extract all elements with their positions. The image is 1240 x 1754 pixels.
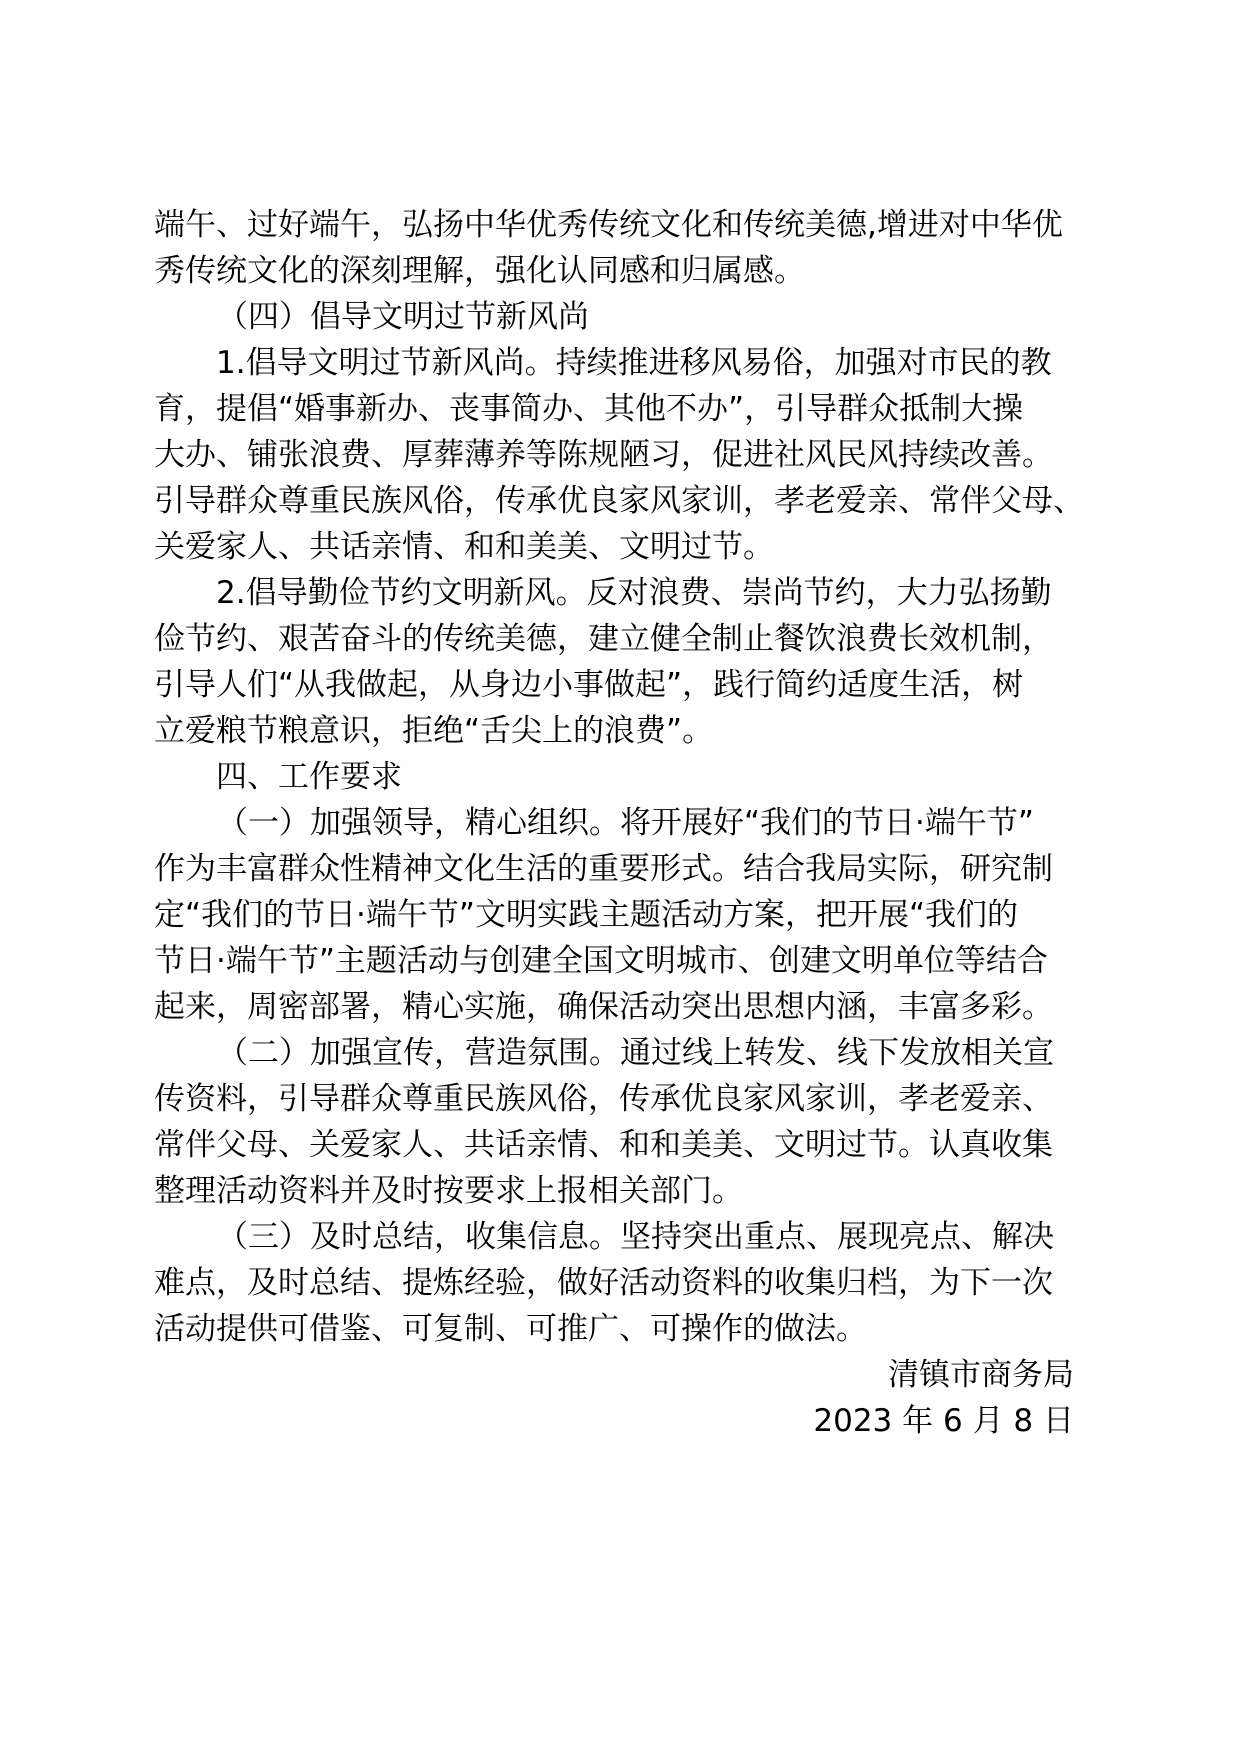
text-line: 育，提倡“婚事新办、丧事简办、其他不办”，引导群众抵制大操 <box>154 391 1024 427</box>
section-heading: 四、工作要求 <box>216 759 402 795</box>
text-line: 活动提供可借鉴、可复制、可推广、可操作的做法。 <box>154 1311 867 1347</box>
signature-date: 2023 年 6 月 8 日 <box>813 1403 1074 1439</box>
text-line: 难点，及时总结、提炼经验，做好活动资料的收集归档，为下一次 <box>154 1265 1053 1301</box>
text-line: （三）及时总结，收集信息。坚持突出重点、展现亮点、解决 <box>217 1219 1054 1255</box>
text-line: 关爱家人、共话亲情、和和美美、文明过节。 <box>154 529 774 565</box>
text-line: 立爱粮节粮意识，拒绝“舌尖上的浪费”。 <box>154 713 714 749</box>
text-line: 俭节约、艰苦奋斗的传统美德，建立健全制止餐饮浪费长效机制， <box>154 621 1053 657</box>
text-line: 整理活动资料并及时按要求上报相关部门。 <box>154 1173 743 1209</box>
text-line: 引导群众尊重民族风俗，传承优良家风家训，孝老爱亲、常伴父母、 <box>154 483 1084 519</box>
text-line: 端午、过好端午，弘扬中华优秀传统文化和传统美德,增进对中华优 <box>154 207 1063 243</box>
text-line: （二）加强宣传，营造氛围。通过线上转发、线下发放相关宣 <box>217 1035 1054 1071</box>
text-line: （一）加强领导，精心组织。将开展好“我们的节日·端午节” <box>217 805 1034 841</box>
text-line: 定“我们的节日·端午节”文明实践主题活动方案，把开展“我们的 <box>154 897 1019 933</box>
text-line: 常伴父母、关爱家人、共话亲情、和和美美、文明过节。认真收集 <box>154 1127 1053 1163</box>
section-heading: （四）倡导文明过节新风尚 <box>217 299 589 335</box>
text-line: 传资料，引导群众尊重民族风俗，传承优良家风家训，孝老爱亲、 <box>154 1081 1053 1117</box>
text-line: 引导人们“从我做起，从身边小事做起”，践行简约适度生活，树 <box>154 667 1024 703</box>
text-line: 起来，周密部署，精心实施，确保活动突出思想内涵，丰富多彩。 <box>154 989 1053 1025</box>
text-line: 秀传统文化的深刻理解，强化认同感和归属感。 <box>154 253 805 289</box>
text-line: 大办、铺张浪费、厚葬薄养等陈规陋习，促进社风民风持续改善。 <box>154 437 1053 473</box>
text-line: 作为丰富群众性精神文化生活的重要形式。结合我局实际，研究制 <box>154 851 1053 887</box>
signature-organization: 清镇市商务局 <box>888 1357 1074 1393</box>
text-line: 2.倡导勤俭节约文明新风。反对浪费、崇尚节约，大力弘扬勤 <box>216 575 1052 611</box>
text-line: 节日·端午节”主题活动与创建全国文明城市、创建文明单位等结合 <box>154 943 1048 979</box>
text-line: 1.倡导文明过节新风尚。持续推进移风易俗，加强对市民的教 <box>216 345 1052 381</box>
